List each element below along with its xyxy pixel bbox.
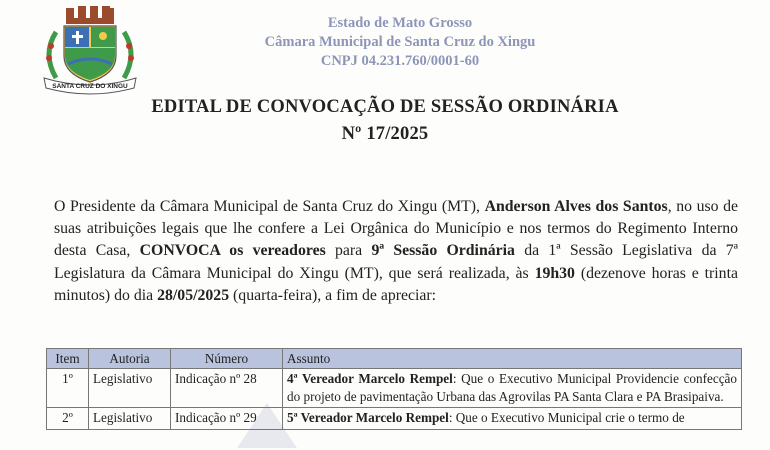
cell-assunto [283, 408, 742, 430]
intro-text: , no uso de suas atribuições legais que lhe confere a Lei Orgânica do Município e nos termos do Regimento Interno desta Casa, [54, 198, 738, 260]
table-header-row [47, 349, 742, 369]
cell-numero: Indicação nº 29 [171, 408, 283, 430]
cell-numero: Indicação nº 28 [171, 369, 283, 408]
cell-item: 2º [47, 408, 89, 430]
header-assunto: Assunto [283, 349, 742, 369]
convoca-phrase: CONVOCA os vereadores [139, 242, 326, 260]
header-numero: Número [171, 349, 283, 369]
cell-item: 1º [47, 369, 89, 408]
letterhead-cnpj: CNPJ 04.231.760/0001-60 [320, 53, 480, 69]
intro-text: O Presidente da Câmara Municipal de Santa Cruz do Xingu (MT), [54, 198, 485, 215]
session-time: 19h30 [534, 264, 575, 282]
letterhead-chamber: Câmara Municipal de Santa Cruz do Xingu [264, 34, 536, 50]
cell-autoria: Legislativo [89, 369, 171, 408]
agenda-table [46, 348, 742, 430]
letterhead-state: Estado de Mato Grosso [327, 15, 473, 31]
shield-icon [64, 26, 116, 82]
table-row [47, 408, 742, 430]
subject-text: : Que o Executivo Municipal Providencie confecção do projeto de pavimentação Urbana das Agrovilas PA Santa Clara e PA Brasipaiva. [287, 371, 738, 404]
cell-assunto [283, 369, 742, 408]
intro-paragraph [54, 196, 738, 307]
intro-text: da 1ª Sessão Legislativa da 7ª Legislatura da Câmara Municipal do Xingu (MT), que será realizada, às [54, 242, 738, 282]
crest-banner-text: SANTA CRUZ DO XINGU [52, 83, 128, 90]
subject-author: 5ª Vereador Marcelo Rempel [287, 410, 449, 425]
table-row [47, 369, 742, 408]
document-title [0, 94, 770, 148]
session-date: 28/05/2025 [157, 286, 230, 304]
president-name: Anderson Alves dos Santos [484, 198, 668, 215]
session-name: 9ª Sessão Ordinária [371, 242, 515, 260]
title-number: Nº 17/2025 [341, 124, 429, 144]
cell-autoria: Legislativo [89, 408, 171, 430]
subject-text: : Que o Executivo Municipal crie o termo de [448, 410, 685, 425]
title-line-1: EDITAL DE CONVOCAÇÃO DE SESSÃO ORDINÁRIA [151, 97, 619, 117]
subject-author: 4ª Vereador Marcelo Rempel [287, 371, 453, 386]
letterhead [200, 14, 600, 71]
intro-text: (dezenove horas e trinta minutos) do dia [54, 264, 738, 304]
coat-of-arms-icon [34, 2, 146, 98]
header-autoria: Autoria [89, 349, 171, 369]
crown-icon [66, 6, 114, 24]
header-item: Item [47, 349, 89, 369]
intro-text: para [325, 242, 372, 260]
intro-text: (quarta-feira), a fim de apreciar: [229, 286, 437, 304]
